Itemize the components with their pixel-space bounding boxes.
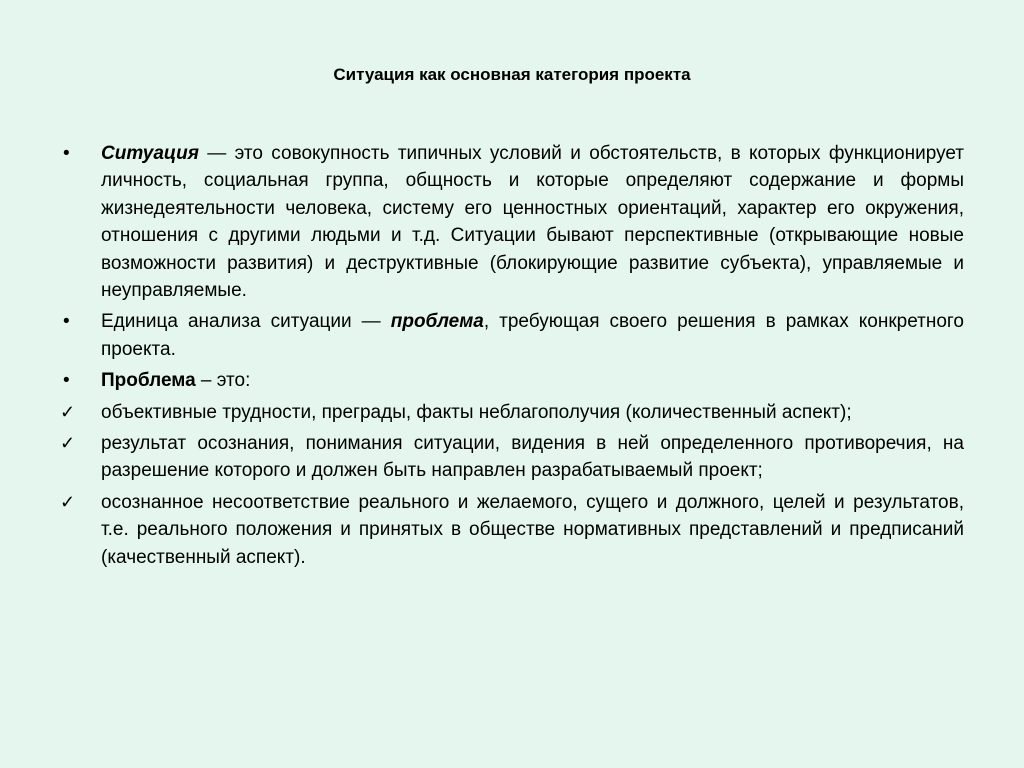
list-item-awareness-result	[62, 430, 964, 485]
bullet-marker: •	[63, 143, 70, 164]
checkmark-icon: ✓	[60, 491, 76, 512]
text-after: , требующая своего решения в рамках конкретного проекта.	[101, 311, 964, 360]
checkmark-icon: ✓	[60, 401, 76, 422]
item-text: объективные трудности, преграды, факты неблагополучия (количественный аспект);	[101, 401, 852, 423]
item-text	[101, 367, 964, 394]
term-situation: Ситуация	[101, 143, 199, 164]
list-item-problem-heading	[62, 367, 964, 394]
term-problem-bold: Проблема	[101, 370, 196, 392]
item-text	[101, 308, 964, 363]
item-text: результат осознания, понимания ситуации, видения в ней определенного противоречия, на разрешение которого и должен быть направлен разрабатываемый проект;	[101, 433, 964, 482]
list-item-unit-of-analysis	[62, 308, 964, 363]
list-item-conscious-mismatch	[62, 489, 964, 571]
slide-title: Ситуация как основная категория проекта	[333, 65, 691, 84]
checkmark-icon: ✓	[60, 433, 76, 454]
bullet-marker: •	[63, 311, 70, 333]
list-item-situation-definition	[62, 140, 964, 304]
item-text	[101, 140, 964, 304]
list-item-objective-difficulties	[62, 399, 964, 426]
term-problem: проблема	[390, 311, 484, 333]
definition-text: — это совокупность типичных условий и обстоятельств, в которых функционирует личность, социальная группа, общность и которые определяют содержание и формы жизнедеятельности человека, систему его ценностных ориентаций, характер его окружения, отношения с другими людьми и т.д. Ситуации бывают перспективные (открывающие новые возможности развития) и деструктивные (блокирующие развитие субъекта), управляемые и неуправляемые.	[101, 143, 964, 302]
text-before: Единица анализа ситуации —	[101, 311, 391, 333]
item-text: осознанное несоответствие реального и желаемого, сущего и должного, целей и результатов, т.е. реального положения и принятых в обществе нормативных представлений и предписаний (качественный аспект).	[101, 491, 964, 568]
bullet-marker: •	[63, 370, 70, 392]
content-list	[62, 140, 964, 575]
problem-heading-rest: – это:	[195, 370, 251, 392]
